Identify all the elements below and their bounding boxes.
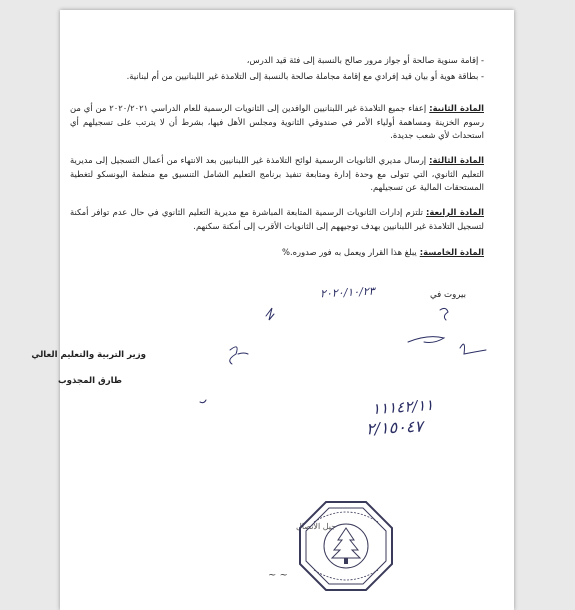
minister-name: طارق المجذوب <box>57 376 122 386</box>
bullet-residence: - إقامة سنوية صالحة أو جواز مرور صالح بالنسبة إلى فئة قيد الدرس، <box>246 55 484 65</box>
article-4-label: المادة الرابعة: <box>426 207 484 217</box>
article-5-label: المادة الخامسة: <box>419 247 484 257</box>
ref-number-2: ٢/١٥٠٤٧ <box>365 416 424 439</box>
stamp-note: جيل الاتصال <box>296 522 337 531</box>
document-page <box>31 10 514 610</box>
bottom-scrawl: ~ ~ <box>268 570 288 581</box>
article-3-label: المادة الثالثة: <box>429 155 484 165</box>
ref-number-1: ١١١٤٢/١١ <box>371 395 435 419</box>
bullet-id-card: - بطاقة هوية أو بيان قيد إفرادي مع إقامة مجاملة صالحة بالنسبة إلى التلامذة غير اللبنانيين من أم لبنانية. <box>126 71 484 81</box>
article-2-label: المادة الثانية: <box>429 103 484 113</box>
cedar-seal-icon <box>296 498 396 594</box>
handwritten-date: ٢٠٢٠/١٠/٢٣ <box>319 284 375 301</box>
article-5-text: يبلغ هذا القرار ويعمل به فور صدوره. <box>289 247 417 257</box>
official-seal <box>296 498 396 598</box>
article-3 <box>70 154 484 195</box>
article-5-suffix: % <box>282 247 290 257</box>
article-4-text: تلتزم إدارات الثانويات الرسمية المتابعة المباشرة مع مديرية التعليم الثانوي في حال عدم توافر أمكنة لتسجيل التلامذة غير اللبنانيين بهدف توجيههم إلى الثانويات الأقرب إلى أمكنة سكنهم. <box>70 207 484 231</box>
minister-title: وزير التربية والتعليم العالي <box>31 350 146 360</box>
article-2-text: إعفاء جميع التلامذة غير اللبنانيين الوافدين إلى الثانويات الرسمية للعام الدراسي ٢٠٢٠/٢٠٢١ من أي من رسوم الخزينة ومساهمة أولياء الأمر في صندوقي الثانوية ومجلس الأهل فيها، بشرط أن لا يترتب على تسجيلهم أي استحداث لأي شعب جديدة. <box>70 103 484 141</box>
article-4 <box>70 206 484 233</box>
signature-marks <box>57 10 514 610</box>
article-5 <box>70 246 484 260</box>
article-2 <box>70 102 484 143</box>
article-3-text: إرسال مديري الثانويات الرسمية لوائح التلامذة غير اللبنانيين بعد الانتهاء من أعمال التسجيل إلى مديرية التعليم الثانوي، التي تتولى مع وحدة إدارة ومتابعة تنفيذ برنامج التعليم الشامل التنسيق مع منظمة اليونسكو لتغطية المستحقات المالية عن تسجيلهم. <box>70 155 484 193</box>
place-date-label: بيروت في <box>430 290 466 300</box>
